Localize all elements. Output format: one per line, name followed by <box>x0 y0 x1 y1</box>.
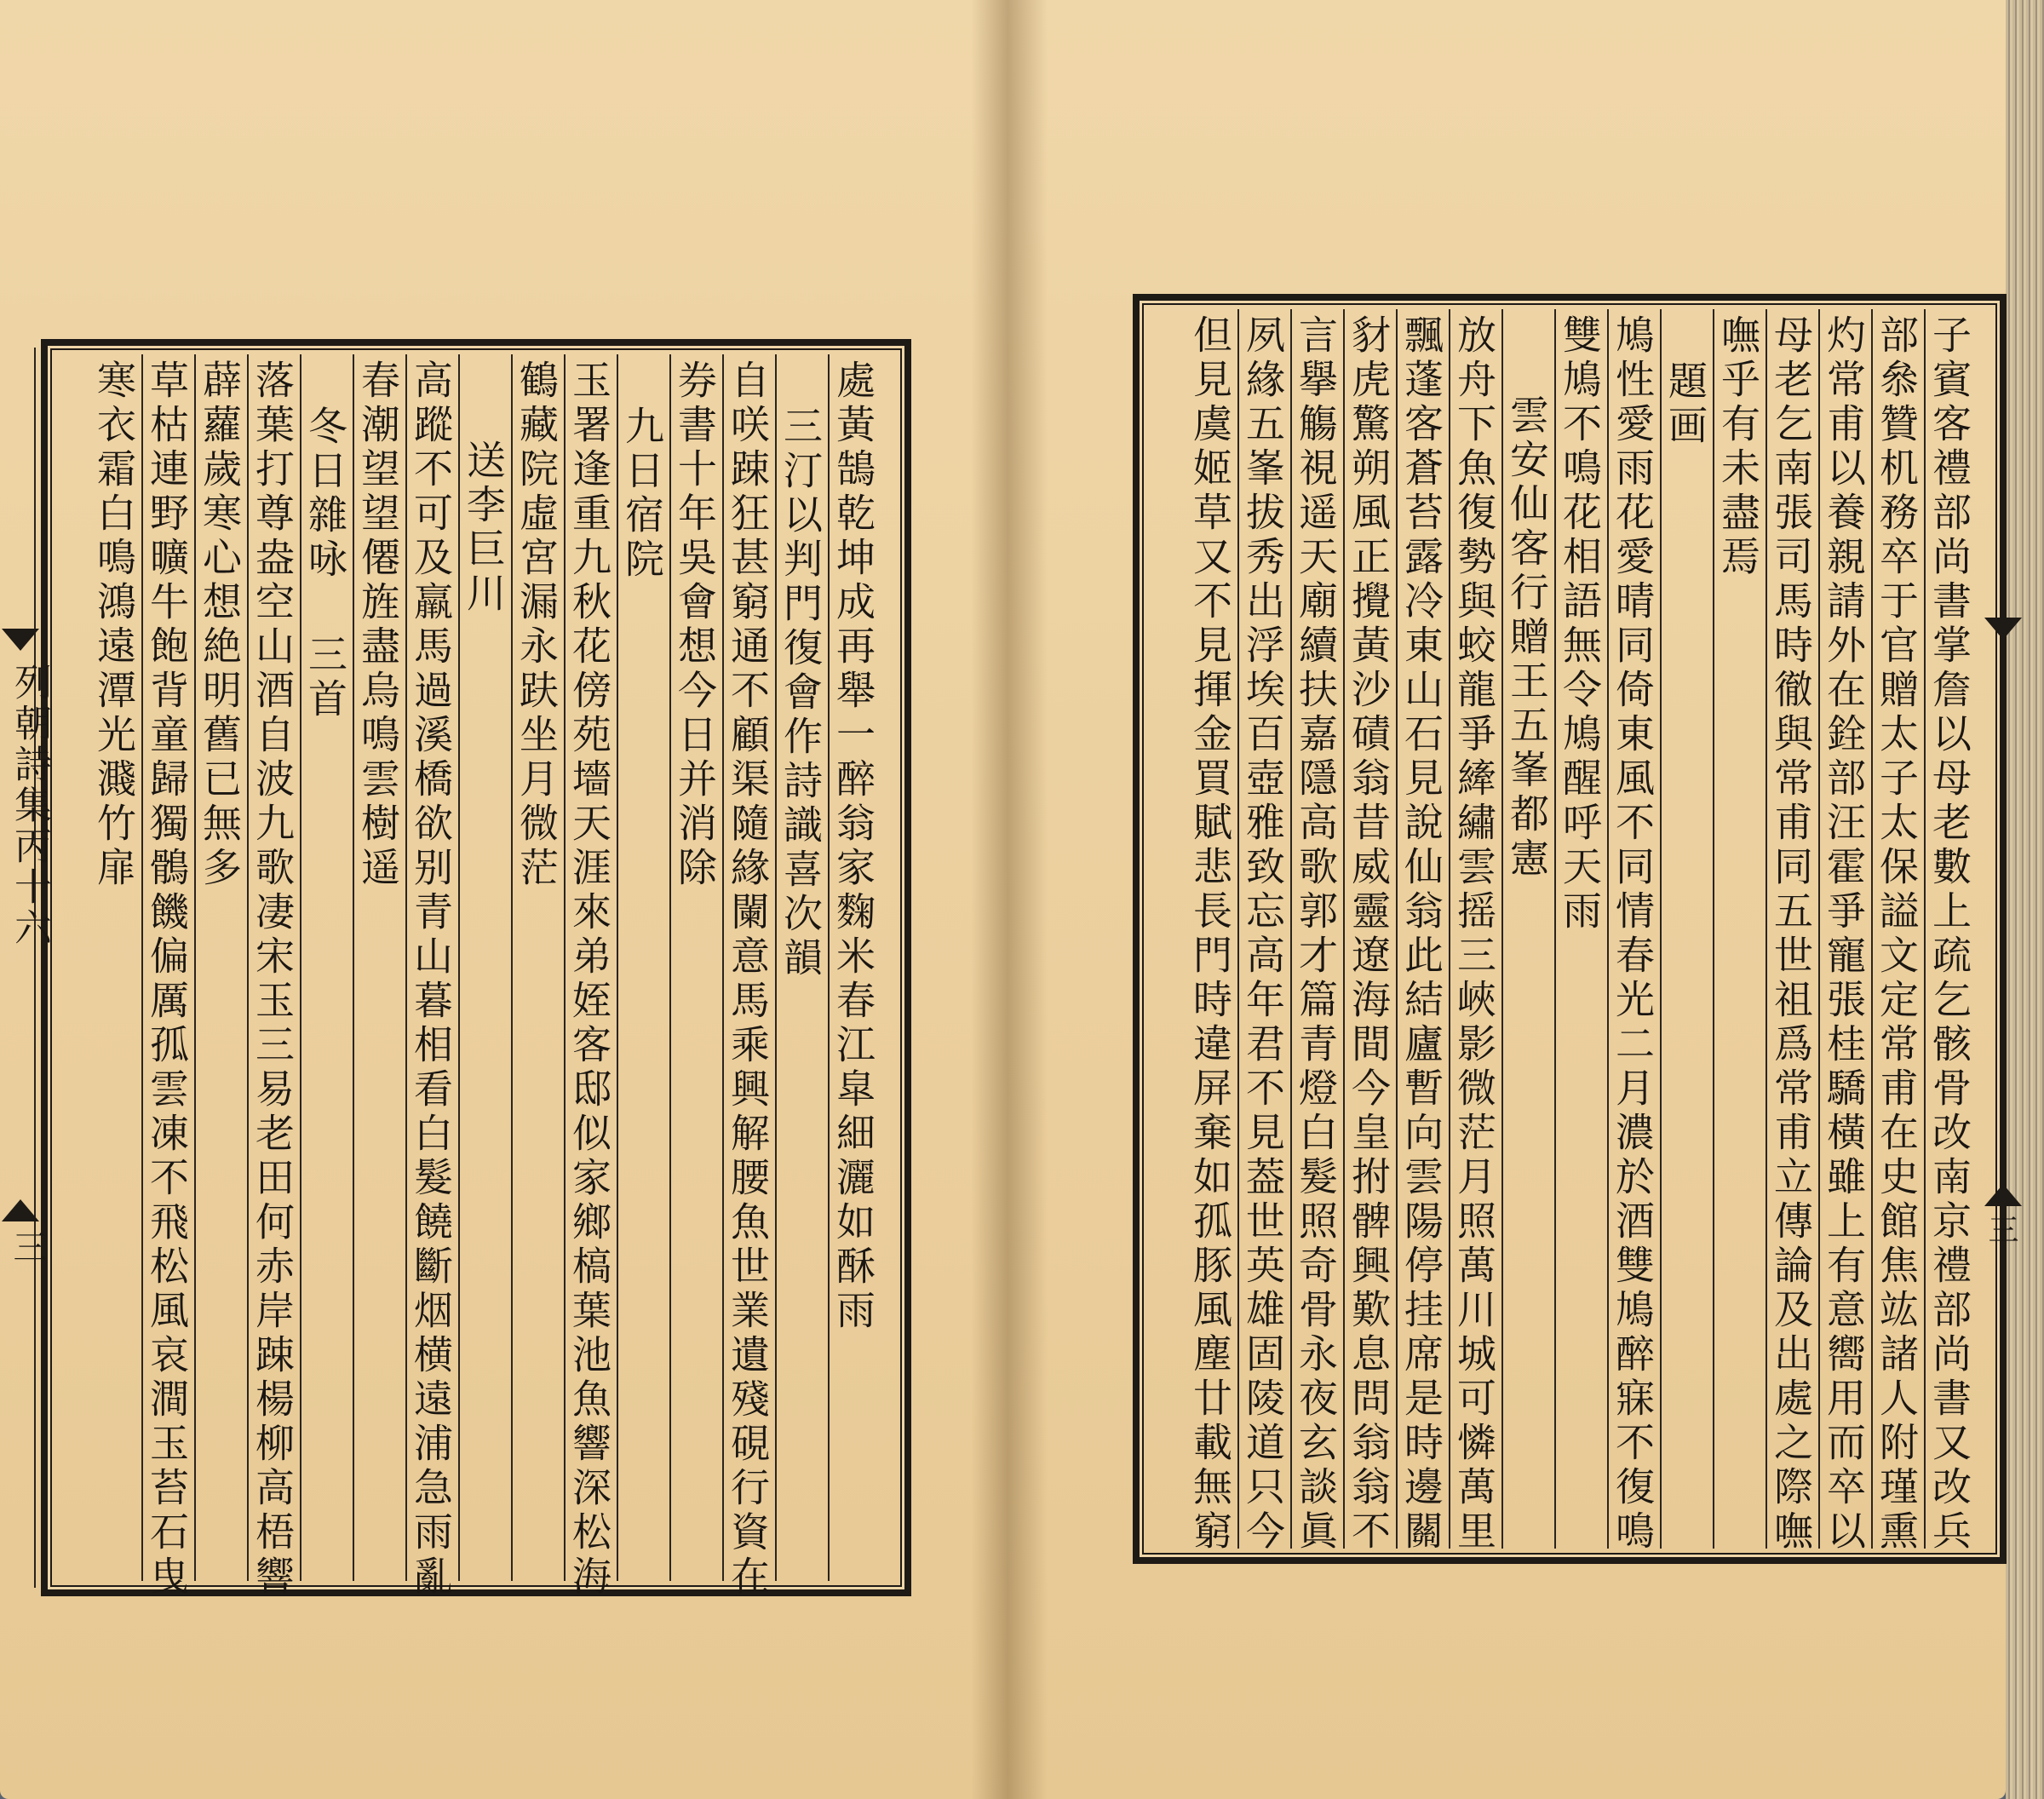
left-banxin <box>0 339 51 1596</box>
right-text-frame <box>1133 294 2007 1564</box>
column-rule <box>1607 309 1609 1549</box>
column-rule <box>775 354 777 1581</box>
text-column: 券書十年吳會想今日并消除 <box>672 359 718 891</box>
column-rule <box>1554 309 1556 1549</box>
text-column: 子賓客禮部尚書掌詹以母老數上疏乞骸骨改南京禮部尚書又改兵 <box>1926 314 1972 1555</box>
text-column: 高蹤不可及羸馬過溪橋欲别青山暮相看白髮饒斷烟横遠浦急雨亂 <box>408 359 454 1600</box>
column-rule <box>1449 309 1450 1549</box>
text-column: 草枯連野曠牛飽背童歸獨鶻饑偏厲孤雲凍不飛松風哀澗玉苔石曳 <box>144 359 190 1600</box>
column-rule <box>669 354 671 1581</box>
right-banxin <box>1984 294 2018 1564</box>
column-rule <box>353 354 354 1581</box>
text-column: 玉署逢重九秋花傍苑墻天涯來弟姪客邸似家鄉槁葉池魚響深松海 <box>566 359 612 1600</box>
text-column: 九日宿院 <box>619 405 665 583</box>
text-column: 嘸乎有未盡焉 <box>1715 314 1761 580</box>
text-column: 母老乞南張司馬時徹與常甫同五世祖爲常甫立傳論及出處之際嘸 <box>1768 314 1814 1555</box>
column-rule <box>1396 309 1398 1549</box>
column-rule <box>1818 309 1820 1549</box>
folio-number: 三 <box>8 1229 47 1267</box>
text-column: 但見虞姬草又不見揮金買賦悲長門時違屏棄如孤豚風塵廿載無窮 <box>1187 314 1233 1555</box>
text-column: 灼常甫以養親請外在銓部汪霍爭寵張桂驕橫雖上有意嚮用而卒以 <box>1821 314 1867 1555</box>
book-gutter-shadow <box>971 0 1048 1799</box>
text-column: 言擧觴視遥天廟續扶嘉隱高歌郭才篇青燈白髮照奇骨永夜玄談眞 <box>1293 314 1339 1555</box>
column-rule <box>141 354 143 1581</box>
fishtail-mark <box>1984 618 2022 640</box>
text-column: 薜蘿歲寒心想絶明舊已無多 <box>197 359 243 891</box>
left-text-frame <box>41 339 911 1600</box>
fishtail-mark <box>2 1199 39 1221</box>
column-rule <box>1766 309 1767 1549</box>
column-rule <box>300 354 301 1581</box>
column-rule <box>1924 309 1926 1549</box>
banxin-rule <box>34 348 36 1588</box>
text-column: 三汀以判門復會作詩識喜次韻 <box>778 405 824 981</box>
text-column: 自咲踈狂甚窮通不顧渠隨緣闌意馬乘興解腰魚世業遺殘硯行資在 <box>725 359 771 1600</box>
column-rule <box>1713 309 1714 1549</box>
column-rule <box>1871 309 1873 1549</box>
text-column: 夙緣五峯拔秀出浮埃百壺雅致忘高年君不見葢世英雄固陵道只今 <box>1240 314 1286 1555</box>
text-column: 鶴藏院虛宮漏永趺坐月微茫 <box>514 359 560 891</box>
fishtail-mark <box>1984 1184 2022 1206</box>
column-rule <box>247 354 249 1581</box>
fishtail-mark <box>2 629 39 651</box>
text-column: 雲安仙客行贈王五峯都憲 <box>1504 394 1550 882</box>
text-column: 雙鳩不鳴花相語無令鳩醒呼天雨 <box>1557 314 1603 934</box>
column-rule <box>1343 309 1345 1549</box>
column-rule <box>828 354 830 1581</box>
text-column: 落葉打尊盎空山酒自波九歌凄宋玉三易老田何赤岸踈楊柳高梧響 <box>250 359 296 1600</box>
column-rule <box>722 354 724 1581</box>
column-rule <box>1501 309 1503 1549</box>
column-rule <box>617 354 618 1581</box>
text-column: 飄蓬客蒼苔露冷東山石見說仙翁此結廬暫向雲陽停挂席是時邊關 <box>1398 314 1444 1555</box>
spine-title: 列朝詩集丙十六 <box>8 663 51 949</box>
text-column: 鳩性愛雨花愛晴同倚東風不同情春光二月濃於酒雙鳩醉寐不復鳴 <box>1610 314 1656 1555</box>
text-column: 春潮望望僊旌盡烏鳴雲樹遥 <box>355 359 401 891</box>
folio-number: 三 <box>1984 1214 2018 1248</box>
column-rule <box>194 354 196 1581</box>
column-rule <box>1237 309 1239 1549</box>
column-rule <box>458 354 460 1581</box>
text-column: 題画 <box>1662 360 1708 449</box>
text-column: 放舟下魚復勢與蛟龍爭縴繡雲摇三峽影微茫月照萬川城可憐萬里 <box>1451 314 1497 1555</box>
column-rule <box>511 354 513 1581</box>
text-column: 豺虎驚朔風正攪黃沙磧翁昔威靈遼海間今皇拊髀興歎息問翁翁不 <box>1346 314 1392 1555</box>
text-column: 送李巨川 <box>461 440 507 617</box>
text-column: 部叅贊机務卒于官贈太子太保謚文定常甫在史館焦竑諸人附瑾熏 <box>1874 314 1920 1555</box>
column-rule <box>564 354 566 1581</box>
page-edge-stack <box>2006 0 2044 1799</box>
column-rule <box>1290 309 1292 1549</box>
text-column: 冬日雜咏 三首 <box>302 405 348 722</box>
column-rule <box>405 354 407 1581</box>
text-column: 處黃鵠乾坤成再舉一醉翁家麴米春江皐細灑如酥雨 <box>830 359 876 1334</box>
text-column: 寒衣霜白鳴鴻遠潭光濺竹扉 <box>91 359 137 891</box>
column-rule <box>1660 309 1662 1549</box>
